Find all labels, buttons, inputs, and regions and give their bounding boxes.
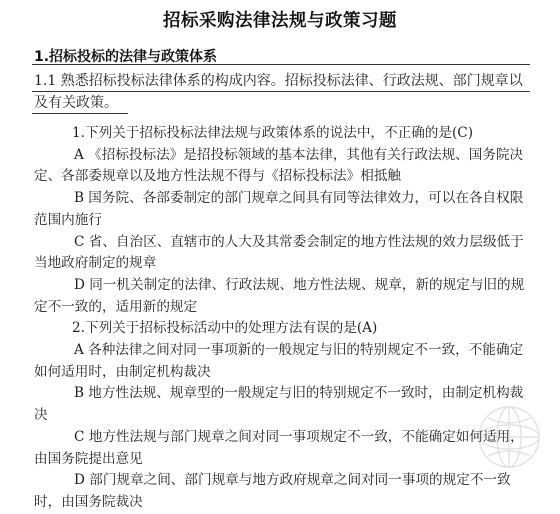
question-1-option-c: C 省、自治区、直辖市的人大及其常委会制定的地方性法规的效力层级低于当地政府制定的规章 [34, 233, 524, 272]
question-2-option-d: D 部门规章之间、部门规章与地方政府规章之间对同一事项的规定不一致时，由国务院裁决 [34, 472, 511, 510]
question-1-stem: 1.下列关于招标投标法律法规与政策体系的说法中，不正确的是(C) [72, 125, 474, 141]
subsection-heading: 1.1 熟悉招标投标法律体系的构成内容。招标投标法律、行政法规、部门规章以及有关政策。 [34, 73, 523, 111]
subsection-underline-line-2 [32, 113, 128, 114]
watermark-logo-icon [466, 394, 552, 480]
question-2-stem: 2.下列关于招标投标活动中的处理方法有误的是(A) [72, 320, 378, 337]
question-1-option-a: A 《招标投标法》是招投标领域的基本法律，其他有关行政法规、国务院决定、各部委规章以及地方性法规不得与《招标投标法》相抵触 [34, 146, 524, 185]
section-heading-underline [32, 64, 530, 65]
question-2-option-c: C 地方性法规与部门规章之间对同一事项规定不一致，不能确定如何适用，由国务院提出意见 [34, 428, 524, 467]
question-1-option-d: D 同一机关制定的法律、行政法规、地方性法规、规章，新的规定与旧的规定不一致的，适用新的规定 [34, 276, 525, 315]
subsection-underline-line-1 [32, 91, 530, 92]
section-heading: 1.招标投标的法律与政策体系 [34, 49, 218, 65]
question-body [34, 123, 526, 514]
question-1-option-b: B 国务院、各部委制定的部门规章之间具有同等法律效力，可以在各自权限范围内施行 [34, 190, 524, 228]
question-2-option-b: B 地方性法规、规章型的一般规定与旧的特别规定不一致时，由制定机构裁决 [34, 385, 524, 424]
document-title: 招标采购法律法规与政策习题 [163, 11, 397, 31]
question-2-option-a: A 各种法律之间对同一事项新的一般规定与旧的特别规定不一致，不能确定如何适用时，由制定机构裁决 [34, 342, 524, 380]
